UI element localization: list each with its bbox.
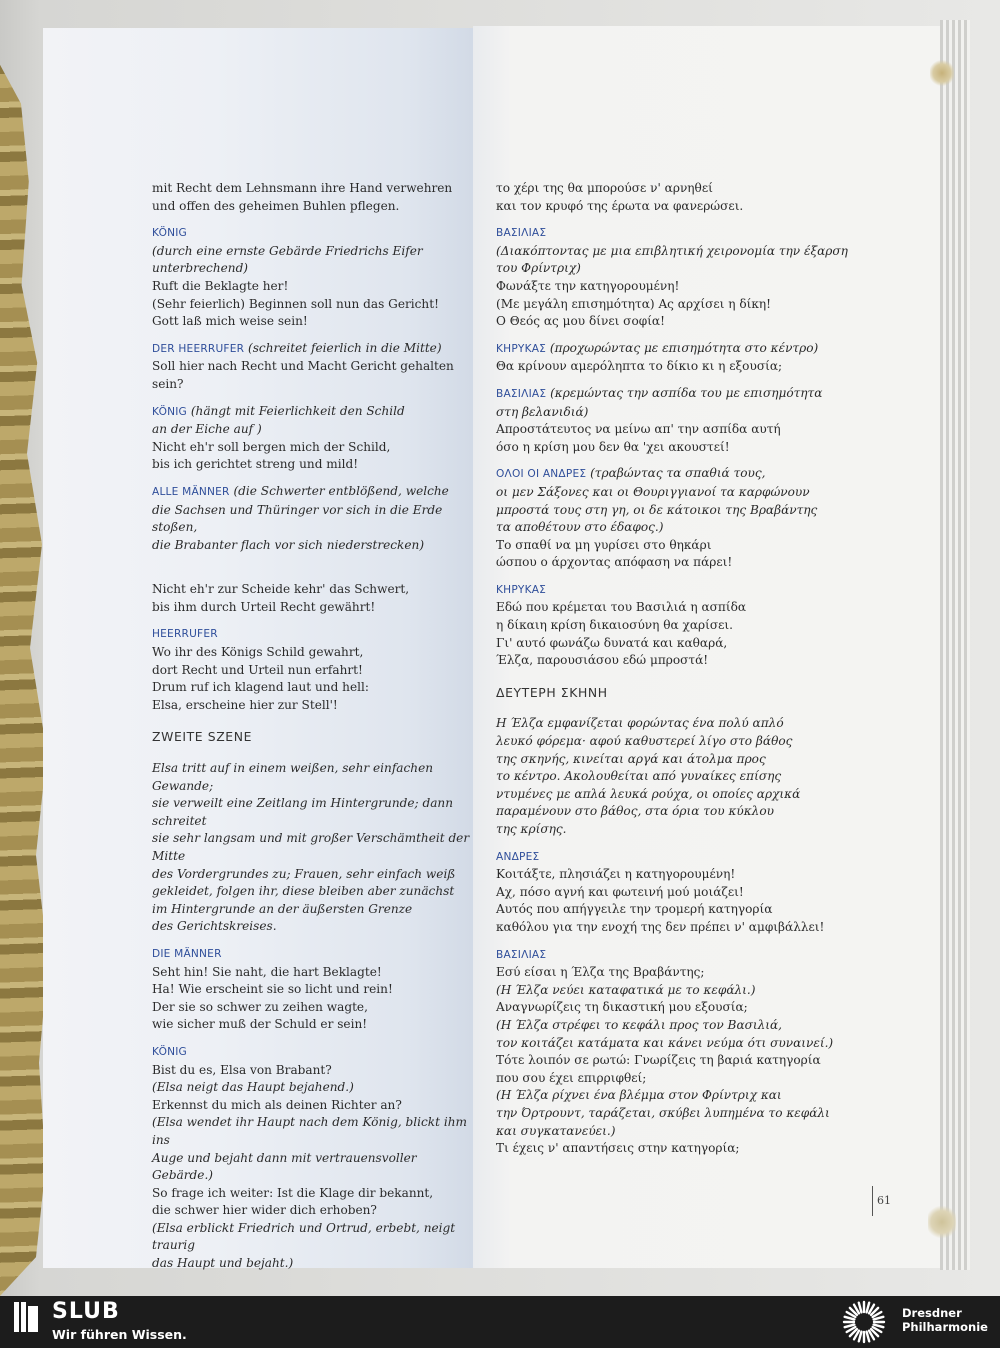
stage-direction-line: (Διακόπτοντας με μια επιβλητική χειρονομία την έξαρση [496, 243, 848, 258]
text-line: sie verweilt eine Zeitlang im Hintergrunde; dann schreitet [152, 796, 453, 828]
text-block [152, 581, 472, 616]
dialogue-line: Τι έχεις ν' απαντήσεις στην κατηγορία; [496, 1141, 740, 1156]
dialogue-line: Erkennst du mich als deinen Richter an? [152, 1097, 402, 1112]
text-line: Elsa tritt auf in einem weißen, sehr einfachen Gewande; [152, 761, 434, 793]
stage-direction-inline: (schreitet feierlich in die Mitte) [244, 340, 442, 355]
paper-stain [930, 60, 954, 86]
stage-direction-inline: (hängt mit Feierlichkeit den Schild [186, 403, 405, 418]
text-line: gekleidet, folgen ihr, diese bleiben aber zunächst [152, 884, 455, 899]
page-edges [940, 20, 970, 1270]
scene-heading: ΔΕΥΤΕΡΗ ΣΚΗΝΗ [496, 684, 608, 700]
text-block [496, 180, 866, 215]
dialogue-line: που σου έχει επιρριφθεί; [496, 1070, 647, 1085]
dialogue-line: (Sehr feierlich) Beginnen soll nun das Gericht! [152, 296, 439, 311]
dialogue-line: Bist du es, Elsa von Brabant? [152, 1062, 332, 1077]
dialogue-line: Seht hin! Sie naht, die hart Beklagte! [152, 964, 382, 979]
stage-direction-line: και συγκατανεύει.) [496, 1123, 616, 1138]
dialogue-line: καθόλου για την ενοχή της δεν πρέπει ν' αμφιβάλλει! [496, 919, 825, 934]
stage-direction-line: του Φρίντριχ) [496, 261, 581, 276]
dialogue-line: Nicht eh'r soll bergen mich der Schild, [152, 439, 391, 454]
stage-direction-line: das Haupt und bejaht.) [152, 1256, 294, 1271]
stage-direction-line: την Όρτρουντ, ταράζεται, σκύβει λυπημένα το κεφάλι [496, 1105, 830, 1120]
dp-line-2: Philharmonie [902, 1320, 988, 1334]
dialogue-line: Θα κρίνουν αμερόληπτα το δίκιο κι η εξουσία; [496, 359, 783, 374]
dialogue-line: ώσπου ο άρχοντας απόφαση να πάρει! [496, 555, 733, 570]
speaker-line [496, 340, 866, 359]
speaker-name: ALLE MÄNNER [152, 485, 230, 498]
speaker-name: ΚΗΡΥΚΑΣ [496, 342, 547, 355]
speaker-line [152, 945, 472, 964]
dialogue-line: Τότε λοιπόν σε ρωτώ: Γνωρίζεις τη βαριά κατηγορία [496, 1053, 821, 1068]
stage-direction-line: Auge und bejaht dann mit vertrauensvoller Gebärde.) [152, 1150, 417, 1183]
speaker-name: HEERRUFER [152, 628, 218, 641]
speech-block [496, 465, 866, 572]
dialogue-line: Ο Θεός ας μου δίνει σοφία! [496, 314, 665, 329]
stage-direction-line: μπροστά τους στη γη, οι δε κάτοικοι της Βραβάντης [496, 502, 818, 517]
speech-block [496, 224, 866, 331]
dialogue-line: Elsa, erscheine hier zur Stell'! [152, 697, 338, 712]
speech-block [496, 385, 866, 456]
speaker-line [152, 483, 472, 502]
stage-direction [496, 715, 866, 838]
page-number-rule [872, 1186, 873, 1216]
stage-direction-line: (durch eine ernste Gebärde Friedrichs Eifer [152, 243, 423, 258]
text-line: mit Recht dem Lehnsmann ihre Hand verwehren [152, 181, 453, 195]
dialogue-line: Εσύ είσαι η Έλζα της Βραβάντης; [496, 965, 705, 980]
stage-direction-line: die Sachsen und Thüringer vor sich in die Erde stoßen, [152, 502, 443, 535]
text-line: Η Έλζα εμφανίζεται φορώντας ένα πολύ απλό [496, 716, 784, 731]
text-line: της σκηνής, κινείται αργά και άτολμα προς [496, 751, 766, 766]
speaker-line [496, 848, 866, 867]
dialogue-line: wie sicher muß der Schuld er sein! [152, 1017, 368, 1032]
stage-direction-inline: (τραβώντας τα σπαθιά τους, [586, 466, 766, 481]
speaker-line [152, 403, 472, 422]
text-line: und offen des geheimen Buhlen pflegen. [152, 198, 400, 213]
text-line: des Vordergrundes zu; Frauen, sehr einfach weiß [152, 866, 456, 881]
stage-direction-line: (Elsa wendet ihr Haupt nach dem König, blickt ihm ins [152, 1115, 467, 1147]
speaker-line [496, 581, 866, 600]
text-line: Nicht eh'r zur Scheide kehr' das Schwert, [152, 582, 410, 597]
dialogue-line: die schwer hier wider dich erhoben? [152, 1203, 377, 1218]
text-line: ντυμένες με απλά λευκά ρούχα, οι οποίες αρχικά [496, 786, 801, 801]
speech-block [496, 946, 866, 1158]
dialogue-line: Drum ruf ich klagend laut und hell: [152, 680, 369, 695]
speaker-name: KÖNIG [152, 227, 187, 240]
text-line: το κέντρο. Ακολουθείται από γυναίκες επίσης [496, 769, 782, 784]
dialogue-line: Έλζα, παρουσιάσου εδώ μπροστά! [496, 653, 709, 668]
slub-book-icon [14, 1302, 38, 1332]
speech-block [152, 1043, 472, 1273]
dialogue-line: Gott laß mich weise sein! [152, 314, 308, 329]
speech-block [152, 625, 472, 714]
page-number: 61 [877, 1194, 891, 1207]
stage-direction-line: (Η Έλζα στρέφει το κεφάλι προς τον Βασιλιά, [496, 1017, 783, 1032]
speech-block [496, 848, 866, 937]
text-line: im Hintergrunde an der äußersten Grenze [152, 901, 413, 916]
sunburst-icon [842, 1300, 886, 1344]
dialogue-line: όσο η κρίση μου δεν θα 'χει ακουστεί! [496, 439, 730, 454]
speaker-name: ΒΑΣΙΛΙΑΣ [496, 948, 547, 961]
dialogue-line: dort Recht und Urteil nun erfahrt! [152, 662, 363, 677]
stage-direction-line: οι μεν Σάξονες και οι Θουριγγιανοί τα καρφώνουν [496, 484, 810, 499]
dialogue-line: Der sie so schwer zu zeihen wagte, [152, 999, 368, 1014]
speaker-name: ΑΝΔΡΕΣ [496, 850, 540, 863]
text-line: της κρίσης. [496, 822, 567, 836]
greek-column [496, 180, 866, 1167]
footer-bar [0, 1296, 1000, 1348]
dialogue-line: Ruft die Beklagte her! [152, 278, 289, 293]
speaker-name: KÖNIG [152, 405, 187, 418]
dialogue-line: Το σπαθί να μη γυρίσει στο θηκάρι [496, 537, 712, 552]
text-line: bis ihm durch Urteil Recht gewährt! [152, 599, 376, 614]
dialogue-line: Soll hier nach Recht und Macht Gericht gehalten sein? [152, 359, 454, 391]
speech-block [496, 340, 866, 376]
speech-block [152, 340, 472, 394]
speech-block [152, 945, 472, 1034]
stage-direction-line: στη βελανιδιά) [496, 404, 589, 419]
dialogue-line: Ha! Wie erscheint sie so licht und rein! [152, 982, 393, 997]
stage-direction-inline: (κρεμώντας την ασπίδα του με επισημότητα [546, 385, 823, 400]
dialogue-line: Εδώ που κρέμεται του Βασιλιά η ασπίδα [496, 600, 747, 615]
dialogue-line: Αναγνωρίζεις τη δικαστική μου εξουσία; [496, 1000, 748, 1015]
dialogue-line: Αυτός που απήγγειλε την τρομερή κατηγορία [496, 902, 773, 917]
stage-direction-line: (Η Έλζα νεύει καταφατικά με το κεφάλι.) [496, 982, 756, 997]
stage-direction-inline: (die Schwerter entblößend, welche [229, 483, 449, 498]
dialogue-line: Wo ihr des Königs Schild gewahrt, [152, 645, 364, 660]
text-line: το χέρι της θα μπορούσε ν' αρνηθεί [496, 181, 713, 195]
speaker-line [496, 465, 866, 484]
speaker-name: ΟΛΟΙ ΟΙ ΑΝΔΡΕΣ [496, 468, 587, 481]
stage-direction-line: (Elsa neigt das Haupt bejahend.) [152, 1080, 354, 1095]
dialogue-line: Απροστάτευτος να μείνω απ' την ασπίδα αυτή [496, 422, 781, 437]
slub-name[interactable]: SLUB [52, 1299, 120, 1324]
speaker-line [152, 1043, 472, 1062]
speech-block [152, 403, 472, 474]
dresdner-philharmonie-name[interactable] [902, 1306, 988, 1334]
text-block [152, 180, 472, 215]
dp-line-1: Dresdner [902, 1306, 962, 1320]
stage-direction-inline: (προχωρώντας με επισημότητα στο κέντρο) [546, 340, 819, 355]
slub-tagline: Wir führen Wissen. [52, 1327, 187, 1342]
speech-block [496, 581, 866, 670]
speaker-name: KÖNIG [152, 1045, 187, 1058]
speaker-name: ΒΑΣΙΛΙΑΣ [496, 227, 547, 240]
dialogue-line: Γι' αυτό φωνάζω δυνατά και καθαρά, [496, 635, 728, 650]
dialogue-line: So frage ich weiter: Ist die Klage dir bekannt, [152, 1185, 434, 1200]
speaker-line [152, 340, 472, 359]
dialogue-line: Φωνάξτε την κατηγορουμένη! [496, 278, 680, 293]
speaker-line [152, 224, 472, 243]
text-line: παραμένουν στο βάθος, στα όρια του κύκλου [496, 804, 774, 819]
stage-direction-line: τον κοιτάζει κατάματα και κάνει νεύμα ότι συναινεί.) [496, 1035, 834, 1050]
speaker-name: DER HEERRUFER [152, 342, 245, 355]
stage-direction-line: τα αποθέτουν στο έδαφος.) [496, 520, 664, 535]
text-line: des Gerichtskreises. [152, 919, 277, 934]
dialogue-line: Αχ, πόσο αγνή και φωτεινή μού μοιάζει! [496, 884, 744, 899]
dialogue-line: (Με μεγάλη επισημότητα) Ας αρχίσει η δίκη! [496, 296, 772, 311]
speaker-line [496, 946, 866, 965]
paper-stain [928, 1205, 956, 1239]
speaker-name: ΒΑΣΙΛΙΑΣ [496, 387, 547, 400]
speaker-name: ΚΗΡΥΚΑΣ [496, 583, 547, 596]
speaker-name: DIE MÄNNER [152, 947, 222, 960]
dialogue-line: Κοιτάξτε, πλησιάζει η κατηγορουμένη! [496, 867, 736, 882]
text-line: και τον κρυφό της έρωτα να φανερώσει. [496, 198, 744, 213]
speaker-line [152, 625, 472, 644]
scene-heading: ZWEITE SZENE [152, 729, 253, 745]
stage-direction [152, 760, 472, 936]
stage-direction-line: an der Eiche auf ) [152, 422, 262, 437]
speaker-line [496, 385, 866, 404]
text-line: λευκό φόρεμα· αφού καθυστερεί λίγο στο βάθος [496, 734, 793, 749]
stage-direction-line: unterbrechend) [152, 261, 249, 276]
stage-direction-line: (Η Έλζα ρίχνει ένα βλέμμα στον Φρίντριχ και [496, 1088, 782, 1103]
speech-block [152, 483, 472, 554]
speaker-line [496, 224, 866, 243]
dialogue-line: η δίκαιη κρίση δικαιοσύνη θα χαρίσει. [496, 618, 733, 633]
stage-direction-line: die Brabanter flach vor sich niederstrecken) [152, 537, 425, 552]
dialogue-line: bis ich gerichtet streng und mild! [152, 457, 359, 472]
text-line: sie sehr langsam und mit großer Verschämtheit der Mitte [152, 831, 470, 863]
stage-direction-line: (Elsa erblickt Friedrich und Ortrud, erbebt, neigt traurig [152, 1220, 456, 1253]
german-column [152, 180, 472, 1311]
speech-block [152, 224, 472, 331]
